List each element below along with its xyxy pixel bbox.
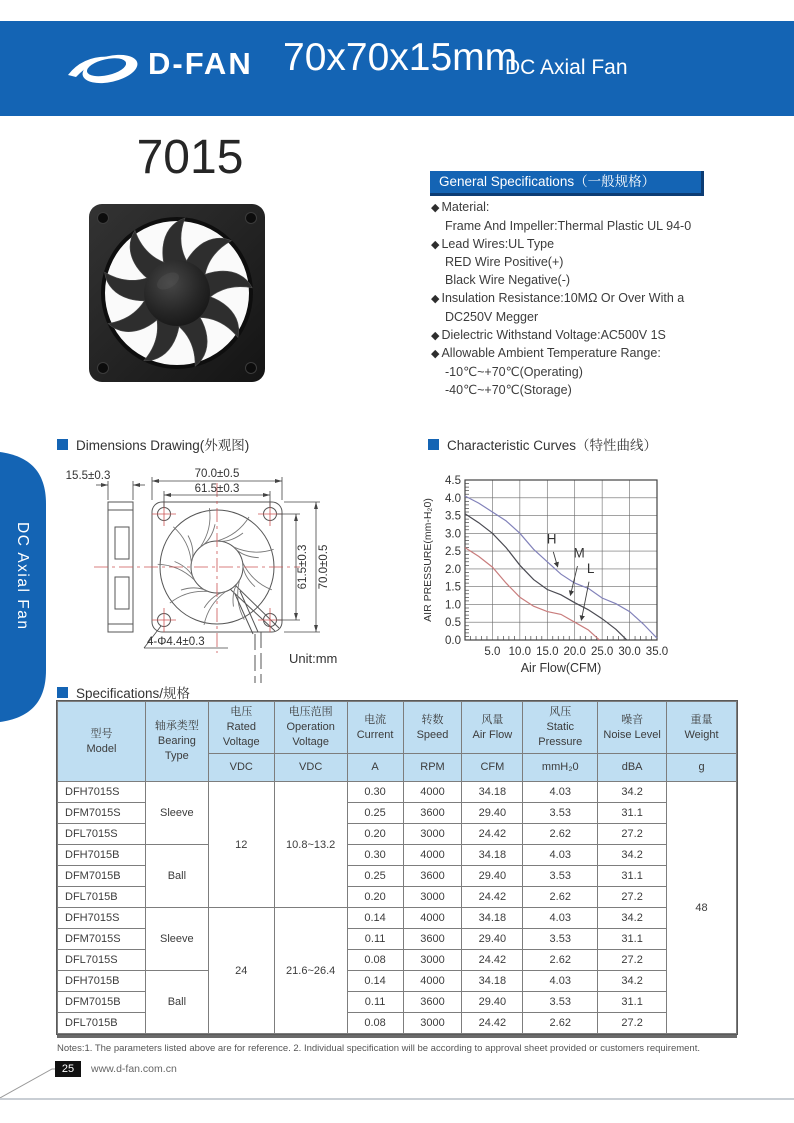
column-header: 重量 Weight bbox=[667, 702, 737, 754]
product-type-label: DC Axial Fan bbox=[505, 56, 628, 79]
spec-line: DC250V Megger bbox=[445, 309, 539, 324]
diamond-bullet-icon: ◆ bbox=[431, 348, 440, 361]
spec-line: Black Wire Negative(-) bbox=[445, 273, 571, 288]
curve-label-L: L bbox=[586, 561, 595, 577]
spec-line: -40℃~+70℃(Storage) bbox=[445, 382, 572, 397]
table-cell: 0.11 bbox=[347, 992, 403, 1013]
table-cell: 12 bbox=[208, 782, 274, 908]
corner-line bbox=[0, 1058, 60, 1102]
table-cell: 27.2 bbox=[598, 950, 667, 971]
y-tick-label: 3.0 bbox=[445, 528, 461, 541]
spec-line: Frame And Impeller:Thermal Plastic UL 94-0 bbox=[445, 218, 692, 233]
table-cell: 48 bbox=[667, 782, 737, 1034]
table-cell: 3.53 bbox=[523, 803, 598, 824]
dim-holes-label: 4-Φ4.4±0.3 bbox=[147, 636, 205, 648]
y-tick-label: 2.5 bbox=[445, 546, 461, 559]
curve-L bbox=[465, 545, 599, 640]
table-cell: 34.18 bbox=[462, 782, 523, 803]
table-cell: 2.62 bbox=[523, 824, 598, 845]
table-cell: 34.18 bbox=[462, 845, 523, 866]
section-bullet-icon bbox=[57, 687, 68, 698]
column-header: 电流 Current bbox=[347, 702, 403, 754]
y-tick-label: 2.0 bbox=[445, 563, 461, 576]
table-cell: DFL7015B bbox=[58, 887, 146, 908]
section-bullet-icon bbox=[57, 439, 68, 450]
table-cell: 3600 bbox=[403, 866, 462, 887]
table-cell: 4.03 bbox=[523, 845, 598, 866]
table-cell: 3000 bbox=[403, 950, 462, 971]
table-cell: 4000 bbox=[403, 782, 462, 803]
column-header: 风压 Static Pressure bbox=[523, 702, 598, 754]
table-cell: 3000 bbox=[403, 824, 462, 845]
table-cell: 2.62 bbox=[523, 950, 598, 971]
diamond-bullet-icon: ◆ bbox=[431, 292, 440, 305]
table-cell: 3.53 bbox=[523, 866, 598, 887]
table-cell: 0.25 bbox=[347, 866, 403, 887]
y-tick-label: 0.5 bbox=[445, 617, 461, 630]
diamond-bullet-icon: ◆ bbox=[431, 202, 440, 214]
table-cell: 10.8~13.2 bbox=[274, 782, 347, 908]
website-link[interactable]: www.d-fan.com.cn bbox=[91, 1063, 177, 1075]
table-cell: 3.53 bbox=[523, 992, 598, 1013]
y-tick-label: 1.5 bbox=[445, 581, 461, 594]
table-cell: DFH7015S bbox=[58, 908, 146, 929]
table-cell: 34.18 bbox=[462, 908, 523, 929]
dim-width-label: 70.0±0.5 bbox=[194, 468, 240, 480]
table-row bbox=[58, 782, 737, 803]
x-axis-title: Air Flow(CFM) bbox=[520, 661, 602, 675]
column-unit: CFM bbox=[462, 754, 523, 782]
column-unit: g bbox=[667, 754, 737, 782]
table-cell: 24.42 bbox=[462, 950, 523, 971]
column-unit: dBA bbox=[598, 754, 667, 782]
table-cell: 0.08 bbox=[347, 950, 403, 971]
table-cell: 29.40 bbox=[462, 929, 523, 950]
table-cell: 0.08 bbox=[347, 1013, 403, 1034]
table-cell: 0.14 bbox=[347, 908, 403, 929]
y-tick-label: 1.0 bbox=[445, 599, 461, 612]
notes-divider bbox=[57, 1035, 737, 1038]
y-tick-label: 4.0 bbox=[445, 492, 461, 505]
dfan-logo-icon bbox=[66, 48, 144, 90]
dim-unit-label: Unit:mm bbox=[289, 651, 338, 666]
dim-hole-pitch-v-label: 61.5±0.3 bbox=[297, 544, 309, 590]
spec-line: -10℃~+70℃(Operating) bbox=[445, 365, 583, 380]
specs-section-title: Specifications/规格 bbox=[57, 682, 190, 702]
table-cell: 27.2 bbox=[598, 887, 667, 908]
dim-height-label: 70.0±0.5 bbox=[318, 544, 330, 590]
table-cell: 24 bbox=[208, 908, 274, 1034]
table-cell: DFM7015B bbox=[58, 866, 146, 887]
table-row bbox=[58, 908, 737, 929]
table-cell: DFH7015B bbox=[58, 845, 146, 866]
table-cell: 34.2 bbox=[598, 782, 667, 803]
column-header: 风量 Air Flow bbox=[462, 702, 523, 754]
curve-H bbox=[465, 496, 657, 638]
notes-text: Notes:1. The parameters listed above are for reference. 2. Individual specification will be according to approval sheet provided or customers requirement. bbox=[57, 1043, 700, 1054]
general-specs-list bbox=[431, 199, 761, 400]
table-cell: Ball bbox=[145, 845, 208, 908]
dimensions-section-title: Dimensions Drawing(外观图) bbox=[57, 434, 249, 454]
table-cell: 29.40 bbox=[462, 866, 523, 887]
dim-thickness-label: 15.5±0.3 bbox=[65, 470, 111, 482]
column-unit: VDC bbox=[208, 754, 274, 782]
table-cell: 0.20 bbox=[347, 887, 403, 908]
table-cell: DFH7015S bbox=[58, 782, 146, 803]
column-header: 轴承类型 Bearing Type bbox=[145, 702, 208, 782]
column-header: 转数 Speed bbox=[403, 702, 462, 754]
table-cell: 29.40 bbox=[462, 803, 523, 824]
curves-section-title: Characteristic Curves（特性曲线） bbox=[428, 434, 657, 454]
column-header: 电压范围 Operation Voltage bbox=[274, 702, 347, 754]
x-tick-label: 20.0 bbox=[563, 646, 586, 658]
side-tab-label: DC Axial Fan bbox=[14, 522, 31, 631]
column-unit: RPM bbox=[403, 754, 462, 782]
table-cell: 0.25 bbox=[347, 803, 403, 824]
table-cell: 3600 bbox=[403, 929, 462, 950]
table-cell: 21.6~26.4 bbox=[274, 908, 347, 1034]
spec-line: ◆ Allowable Ambient Temperature Range: bbox=[431, 346, 661, 361]
x-tick-label: 30.0 bbox=[618, 646, 641, 658]
general-specs-header: General Specifications（一般规格） bbox=[430, 171, 704, 196]
table-cell: 34.2 bbox=[598, 845, 667, 866]
x-tick-label: 10.0 bbox=[508, 646, 532, 658]
x-tick-label: 15.0 bbox=[536, 646, 559, 658]
table-cell: 0.11 bbox=[347, 929, 403, 950]
page-title: 70x70x15mm bbox=[283, 36, 518, 79]
table-cell: 31.1 bbox=[598, 866, 667, 887]
table-cell: 4.03 bbox=[523, 971, 598, 992]
y-tick-label: 0.0 bbox=[445, 635, 461, 647]
bottom-divider bbox=[0, 1098, 794, 1100]
column-header: 电压 Rated Voltage bbox=[208, 702, 274, 754]
side-tab bbox=[0, 450, 48, 724]
table-cell: Sleeve bbox=[145, 782, 208, 845]
table-cell: 2.62 bbox=[523, 1013, 598, 1034]
table-cell: 3600 bbox=[403, 803, 462, 824]
table-cell: 34.2 bbox=[598, 908, 667, 929]
column-header: 型号 Model bbox=[58, 702, 146, 782]
table-cell: 24.42 bbox=[462, 1013, 523, 1034]
diamond-bullet-icon: ◆ bbox=[431, 329, 440, 342]
column-unit: mmH₂0 bbox=[523, 754, 598, 782]
page-number-badge: 25 bbox=[55, 1061, 81, 1077]
table-cell: 34.2 bbox=[598, 971, 667, 992]
table-cell: 4.03 bbox=[523, 908, 598, 929]
table-cell: 0.30 bbox=[347, 782, 403, 803]
model-number: 7015 bbox=[136, 131, 244, 184]
table-cell: 3000 bbox=[403, 887, 462, 908]
table-cell: 31.1 bbox=[598, 803, 667, 824]
spec-line: ◆ Lead Wires:UL Type bbox=[431, 236, 555, 251]
column-unit: VDC bbox=[274, 754, 347, 782]
spec-line: ◆ Material: bbox=[431, 200, 490, 214]
table-cell: DFL7015B bbox=[58, 1013, 146, 1034]
table-cell: 24.42 bbox=[462, 824, 523, 845]
table-cell: Ball bbox=[145, 971, 208, 1034]
diamond-bullet-icon: ◆ bbox=[431, 238, 440, 251]
table-cell: 27.2 bbox=[598, 824, 667, 845]
column-unit: A bbox=[347, 754, 403, 782]
section-bullet-icon bbox=[428, 439, 439, 450]
spec-line: ◆ Dielectric Withstand Voltage:AC500V 1S bbox=[431, 327, 666, 342]
table-cell: 3600 bbox=[403, 992, 462, 1013]
column-header: 噪音 Noise Level bbox=[598, 702, 667, 754]
table-row bbox=[58, 971, 737, 992]
fan-product-photo bbox=[86, 199, 268, 386]
table-cell: 2.62 bbox=[523, 887, 598, 908]
table-cell: DFL7015S bbox=[58, 824, 146, 845]
table-cell: 31.1 bbox=[598, 992, 667, 1013]
spec-line: ◆ Insulation Resistance:10MΩ Or Over With a bbox=[431, 290, 685, 305]
dimensions-drawing bbox=[42, 455, 414, 687]
header-band bbox=[0, 21, 794, 116]
x-tick-label: 25.0 bbox=[590, 646, 614, 658]
table-row bbox=[58, 845, 737, 866]
table-cell: DFM7015S bbox=[58, 803, 146, 824]
dim-hole-pitch-label: 61.5±0.3 bbox=[194, 483, 240, 495]
specifications-table bbox=[57, 701, 737, 1034]
table-cell: 31.1 bbox=[598, 929, 667, 950]
curve-label-H: H bbox=[546, 531, 557, 547]
curve-label-M: M bbox=[573, 545, 585, 561]
table-cell: DFM7015S bbox=[58, 929, 146, 950]
table-cell: 3000 bbox=[403, 1013, 462, 1034]
table-cell: Sleeve bbox=[145, 908, 208, 971]
table-cell: 27.2 bbox=[598, 1013, 667, 1034]
table-cell: 0.20 bbox=[347, 824, 403, 845]
table-cell: 0.14 bbox=[347, 971, 403, 992]
table-cell: DFH7015B bbox=[58, 971, 146, 992]
table-cell: DFM7015B bbox=[58, 992, 146, 1013]
y-axis-title: AIR PRESSURE(mm-H₂0) bbox=[422, 498, 434, 622]
table-cell: 3.53 bbox=[523, 929, 598, 950]
table-cell: 4000 bbox=[403, 845, 462, 866]
table-cell: 24.42 bbox=[462, 887, 523, 908]
table-cell: 29.40 bbox=[462, 992, 523, 1013]
spec-line: RED Wire Positive(+) bbox=[445, 255, 564, 270]
table-cell: 4000 bbox=[403, 908, 462, 929]
table-cell: 4000 bbox=[403, 971, 462, 992]
table-cell: DFL7015S bbox=[58, 950, 146, 971]
characteristic-curves-chart bbox=[420, 455, 772, 687]
y-tick-label: 4.5 bbox=[445, 475, 461, 487]
table-cell: 4.03 bbox=[523, 782, 598, 803]
x-tick-label: 5.0 bbox=[484, 646, 501, 658]
brand-name: D-FAN bbox=[148, 46, 253, 81]
table-cell: 0.30 bbox=[347, 845, 403, 866]
table-cell: 34.18 bbox=[462, 971, 523, 992]
y-tick-label: 3.5 bbox=[445, 510, 461, 523]
x-tick-label: 35.0 bbox=[645, 646, 669, 658]
